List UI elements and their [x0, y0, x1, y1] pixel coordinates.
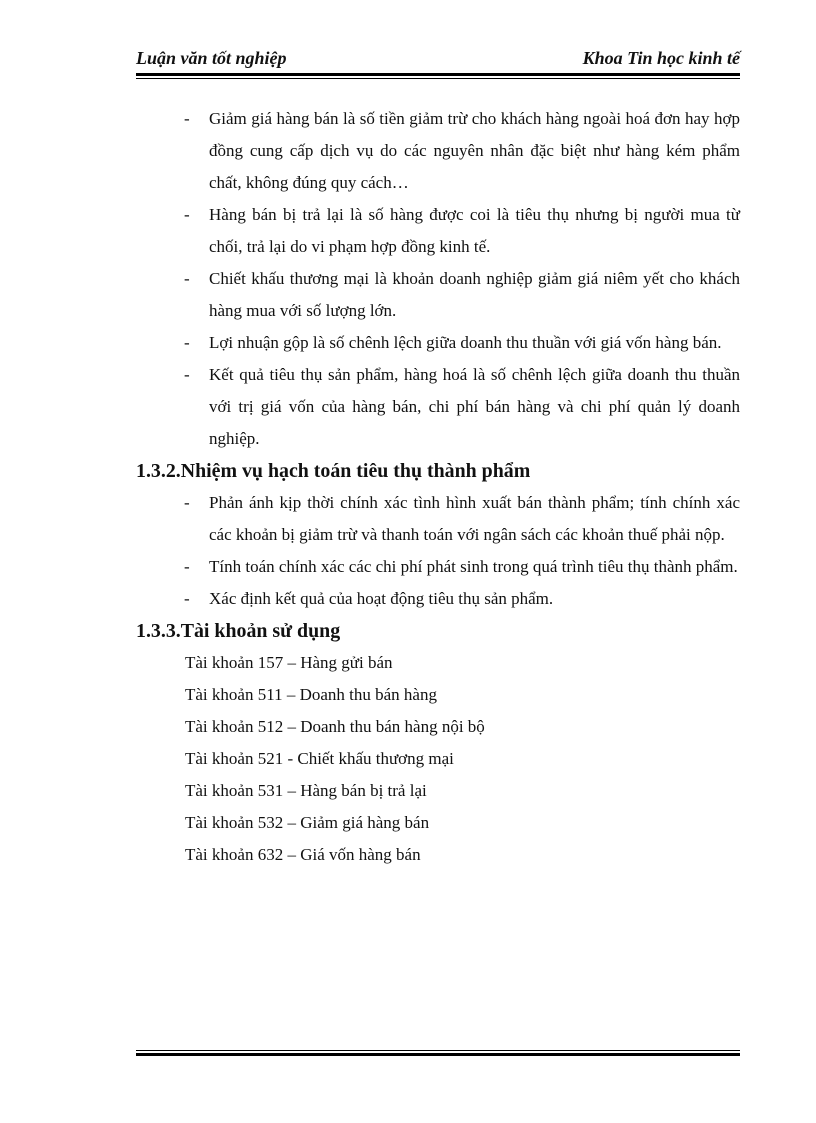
- bullet-dash: -: [184, 589, 190, 608]
- bullet-dash: -: [184, 205, 190, 224]
- list-item: - Kết quả tiêu thụ sản phẩm, hàng hoá là số chênh lệch giữa doanh thu thuần với trị giá vốn của hàng bán, chi phí bán hàng và chi phí quản lý doanh nghiệp.: [136, 359, 740, 455]
- page-header: [136, 48, 740, 74]
- footer-double-rule: [136, 1050, 740, 1056]
- list-item: - Giảm giá hàng bán là số tiền giảm trừ cho khách hàng ngoài hoá đơn hay hợp đồng cung cấp dịch vụ do các nguyên nhân đặc biệt như hàng kém phẩm chất, không đúng quy cách…: [136, 103, 740, 199]
- header-double-rule: [136, 73, 740, 79]
- list-item: - Chiết khấu thương mại là khoản doanh nghiệp giảm giá niêm yết cho khách hàng mua với số lượng lớn.: [136, 263, 740, 327]
- bullet-list-tasks: [136, 487, 740, 615]
- account-item: Tài khoản 531 – Hàng bán bị trả lại: [185, 781, 427, 800]
- list-item: - Hàng bán bị trả lại là số hàng được coi là tiêu thụ nhưng bị người mua từ chối, trả lại do vi phạm hợp đồng kinh tế.: [136, 199, 740, 263]
- header-thesis-label: Luận văn tốt nghiệp: [136, 48, 287, 68]
- list-item: - Lợi nhuận gộp là số chênh lệch giữa doanh thu thuần với giá vốn hàng bán.: [136, 327, 740, 359]
- bullet-dash: -: [184, 109, 190, 128]
- account-item: Tài khoản 512 – Doanh thu bán hàng nội bộ: [185, 717, 485, 736]
- section-title-1-3-3: 1.3.3.Tài khoản sử dụng: [136, 620, 341, 642]
- bullet-list-definitions: [136, 103, 740, 455]
- account-item: Tài khoản 632 – Giá vốn hàng bán: [185, 845, 421, 864]
- page-body: [136, 103, 740, 871]
- bullet-dash: -: [184, 333, 190, 352]
- bullet-dash: -: [184, 269, 190, 288]
- account-item: Tài khoản 511 – Doanh thu bán hàng: [185, 685, 437, 704]
- section-title-1-3-2: 1.3.2.Nhiệm vụ hạch toán tiêu thụ thành phẩm: [136, 460, 531, 482]
- account-list: [136, 647, 740, 871]
- bullet-dash: -: [184, 557, 190, 576]
- list-item: - Phản ánh kịp thời chính xác tình hình xuất bán thành phẩm; tính chính xác các khoản bị giảm trừ và thanh toán với ngân sách các khoản thuế phải nộp.: [136, 487, 740, 551]
- bullet-dash: -: [184, 493, 190, 512]
- list-item: - Tính toán chính xác các chi phí phát sinh trong quá trình tiêu thụ thành phẩm.: [136, 551, 740, 583]
- list-item: - Xác định kết quả của hoạt động tiêu thụ sản phẩm.: [136, 583, 740, 615]
- account-item: Tài khoản 532 – Giảm giá hàng bán: [185, 813, 430, 832]
- account-item: Tài khoản 521 - Chiết khấu thương mại: [185, 749, 454, 768]
- bullet-dash: -: [184, 365, 190, 384]
- header-faculty-label: Khoa Tin học kinh tế: [582, 48, 740, 68]
- account-item: Tài khoản 157 – Hàng gửi bán: [185, 653, 393, 672]
